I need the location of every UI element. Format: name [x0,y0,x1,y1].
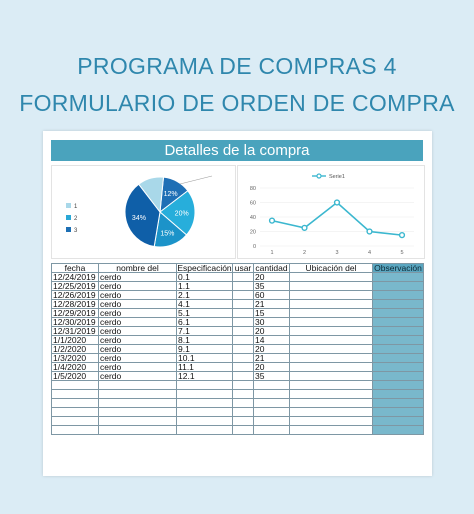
legend-label: 3 [74,228,78,234]
table-cell[interactable] [99,390,177,399]
table-row [52,300,424,309]
legend-label: Serie1 [329,174,345,180]
table-cell[interactable]: 12/25/2019 [52,282,99,291]
table-cell[interactable]: 0.1 [177,273,233,282]
table-cell[interactable] [233,354,254,363]
table-cell[interactable] [233,345,254,354]
pie-slice-label: 12% [163,191,178,199]
x-tick-label: 2 [302,250,307,256]
table-cell[interactable] [177,408,233,417]
table-cell[interactable] [254,390,290,399]
x-tick-label: 1 [270,250,274,256]
table-cell[interactable]: 12/30/2019 [52,318,99,327]
table-cell[interactable] [177,381,233,390]
table-cell[interactable] [373,336,424,345]
data-point[interactable] [335,200,340,205]
x-tick-label: 4 [367,250,372,256]
table-cell[interactable] [233,417,254,426]
purchase-table [51,263,424,435]
table-cell[interactable]: 4.1 [177,300,233,309]
column-header[interactable]: cantidad [255,263,288,273]
table-cell[interactable]: cerdo [99,291,177,300]
pie-leader-line [180,176,212,184]
table-row [52,372,424,381]
table-cell[interactable]: 1/2/2020 [52,345,99,354]
table-cell[interactable]: 12/26/2019 [52,291,99,300]
table-cell[interactable]: 20 [254,273,290,282]
table-cell[interactable] [233,327,254,336]
section-banner: Detalles de la compra [51,140,423,161]
table-cell[interactable]: 10.1 [177,354,233,363]
table-cell[interactable] [177,417,233,426]
table-cell[interactable] [233,282,254,291]
line-chart-svg [238,166,424,258]
table-cell[interactable] [99,426,177,435]
table-cell[interactable] [233,426,254,435]
y-tick-label: 80 [249,186,256,192]
table-cell[interactable] [254,417,290,426]
table-cell[interactable] [373,354,424,363]
table-cell[interactable]: cerdo [99,282,177,291]
table-cell[interactable] [233,318,254,327]
table-row [52,309,424,318]
table-cell[interactable] [290,390,373,399]
table-cell[interactable]: cerdo [99,363,177,372]
table-cell[interactable] [52,390,99,399]
table-cell[interactable] [373,381,424,390]
table-cell[interactable] [373,282,424,291]
legend-swatch [66,215,71,220]
table-cell[interactable] [373,363,424,372]
series-line[interactable] [272,203,402,236]
pie-slice-label: 15% [160,230,175,238]
table-cell[interactable] [99,381,177,390]
table-cell[interactable]: 20 [254,363,290,372]
table-row [52,336,424,345]
table-cell[interactable] [290,408,373,417]
table-header-row [52,264,424,273]
table-row [52,318,424,327]
table-cell[interactable]: 1/4/2020 [52,363,99,372]
legend-swatch [66,203,71,208]
table-cell[interactable]: cerdo [99,345,177,354]
table-cell[interactable]: 30 [254,318,290,327]
table-cell[interactable] [233,273,254,282]
table-cell[interactable] [290,273,373,282]
table-cell[interactable] [52,426,99,435]
table-row [52,327,424,336]
table-cell[interactable] [254,381,290,390]
table-row [52,273,424,282]
data-point[interactable] [400,233,405,238]
table-cell[interactable] [52,417,99,426]
table-cell[interactable] [233,408,254,417]
x-tick-label: 3 [335,250,339,256]
table-cell[interactable]: 12/29/2019 [52,309,99,318]
table-cell[interactable] [290,336,373,345]
table-cell[interactable] [52,381,99,390]
table-cell[interactable] [233,390,254,399]
table-cell[interactable] [177,399,233,408]
table-cell[interactable]: 1/1/2020 [52,336,99,345]
column-header[interactable]: Especificación [177,263,232,273]
page-title: PROGRAMA DE COMPRAS 4 [77,53,397,79]
table-row [52,291,424,300]
table-cell[interactable]: 1/3/2020 [52,354,99,363]
table-row [52,417,424,426]
table-cell[interactable]: 1/5/2020 [52,372,99,381]
y-tick-label: 60 [249,200,256,207]
page-subtitle: FORMULARIO DE ORDEN DE COMPRA [19,90,455,116]
table-cell[interactable] [233,309,254,318]
pie-chart-svg [52,166,235,258]
table-cell[interactable]: 5.1 [177,309,233,318]
column-header[interactable]: nombre del [99,264,177,273]
table-cell[interactable] [290,426,373,435]
table-cell[interactable] [52,408,99,417]
table-cell[interactable]: cerdo [99,336,177,345]
table-cell[interactable] [373,417,424,426]
table-cell[interactable] [99,408,177,417]
column-header[interactable]: usar [233,264,254,273]
y-tick-label: 20 [249,229,256,236]
table-cell[interactable] [290,345,373,354]
line-chart[interactable] [237,165,425,259]
table-cell[interactable] [233,372,254,381]
table-cell[interactable]: cerdo [99,309,177,318]
table-cell[interactable]: 21 [254,354,290,363]
table-cell[interactable] [52,399,99,408]
table-cell[interactable]: 1.1 [177,282,233,291]
table-row [52,381,424,390]
table-cell[interactable] [373,399,424,408]
table-cell[interactable] [290,318,373,327]
table-cell[interactable] [290,363,373,372]
table-cell[interactable] [373,327,424,336]
table-cell[interactable] [290,372,373,381]
table-cell[interactable] [290,309,373,318]
table-row [52,390,424,399]
table-cell[interactable] [99,417,177,426]
table-cell[interactable] [373,300,424,309]
data-point[interactable] [367,229,372,234]
table-cell[interactable]: 12/28/2019 [52,300,99,309]
pie-slice-label: 34% [131,215,146,223]
table-cell[interactable]: cerdo [99,318,177,327]
pie-slice-label: 20% [174,210,189,218]
table-cell[interactable] [373,390,424,399]
table-cell[interactable]: cerdo [99,354,177,363]
legend-swatch [66,227,71,232]
table-cell[interactable]: 12.1 [177,372,233,381]
table-cell[interactable] [254,399,290,408]
table-cell[interactable] [290,399,373,408]
table-cell[interactable] [373,345,424,354]
table-row [52,426,424,435]
table-cell[interactable] [290,300,373,309]
legend-label: 2 [74,216,78,222]
table-row [52,408,424,417]
table-cell[interactable] [290,327,373,336]
table-cell[interactable]: 21 [254,300,290,309]
table-cell[interactable] [233,300,254,309]
table-cell[interactable] [290,381,373,390]
table-cell[interactable]: 20 [254,327,290,336]
y-tick-label: 0 [252,244,256,250]
table-cell[interactable] [290,291,373,300]
table-cell[interactable] [254,426,290,435]
table-cell[interactable] [373,372,424,381]
table-cell[interactable]: 2.1 [177,291,233,300]
table-cell[interactable]: 12/24/2019 [52,273,99,282]
table-cell[interactable]: cerdo [99,273,177,282]
column-header[interactable]: Ubicación del [290,264,373,273]
table-cell[interactable] [373,408,424,417]
data-point[interactable] [270,218,275,223]
table-cell[interactable] [290,417,373,426]
table-cell[interactable]: 7.1 [177,327,233,336]
table-cell[interactable] [290,354,373,363]
legend-marker [317,174,321,178]
spreadsheet-sheet [43,131,432,476]
table-cell[interactable]: 35 [254,282,290,291]
table-cell[interactable]: 11.1 [177,363,233,372]
column-header[interactable]: Observación [374,263,422,273]
table-cell[interactable] [177,390,233,399]
table-cell[interactable] [177,426,233,435]
y-tick-label: 40 [249,215,256,221]
table-cell[interactable] [99,399,177,408]
table-cell[interactable] [373,426,424,435]
table-cell[interactable]: 12/31/2019 [52,327,99,336]
table-cell[interactable] [373,318,424,327]
table-row [52,354,424,363]
table-cell[interactable]: 35 [254,372,290,381]
table-cell[interactable] [233,381,254,390]
table-cell[interactable]: 14 [254,336,290,345]
table-cell[interactable]: cerdo [99,300,177,309]
table-cell[interactable] [233,291,254,300]
table-cell[interactable]: 8.1 [177,336,233,345]
table-cell[interactable]: 15 [254,309,290,318]
column-header[interactable]: fecha [52,264,99,273]
x-tick-label: 5 [400,250,404,256]
table-cell[interactable] [233,363,254,372]
table-row [52,282,424,291]
table-cell[interactable] [373,273,424,282]
table-cell[interactable]: 60 [254,291,290,300]
table-cell[interactable]: cerdo [99,327,177,336]
table-cell[interactable] [233,399,254,408]
table-cell[interactable] [290,282,373,291]
table-cell[interactable] [233,336,254,345]
table-cell[interactable] [254,408,290,417]
pie-chart[interactable] [51,165,236,259]
table-row [52,345,424,354]
table-cell[interactable]: 6.1 [177,318,233,327]
data-point[interactable] [302,225,307,230]
table-cell[interactable]: 20 [254,345,290,354]
table-cell[interactable] [373,291,424,300]
table-row [52,363,424,372]
table-cell[interactable] [373,309,424,318]
table-row [52,399,424,408]
legend-label: 1 [74,204,78,210]
table-cell[interactable]: 9.1 [177,345,233,354]
table-cell[interactable]: cerdo [99,372,177,381]
